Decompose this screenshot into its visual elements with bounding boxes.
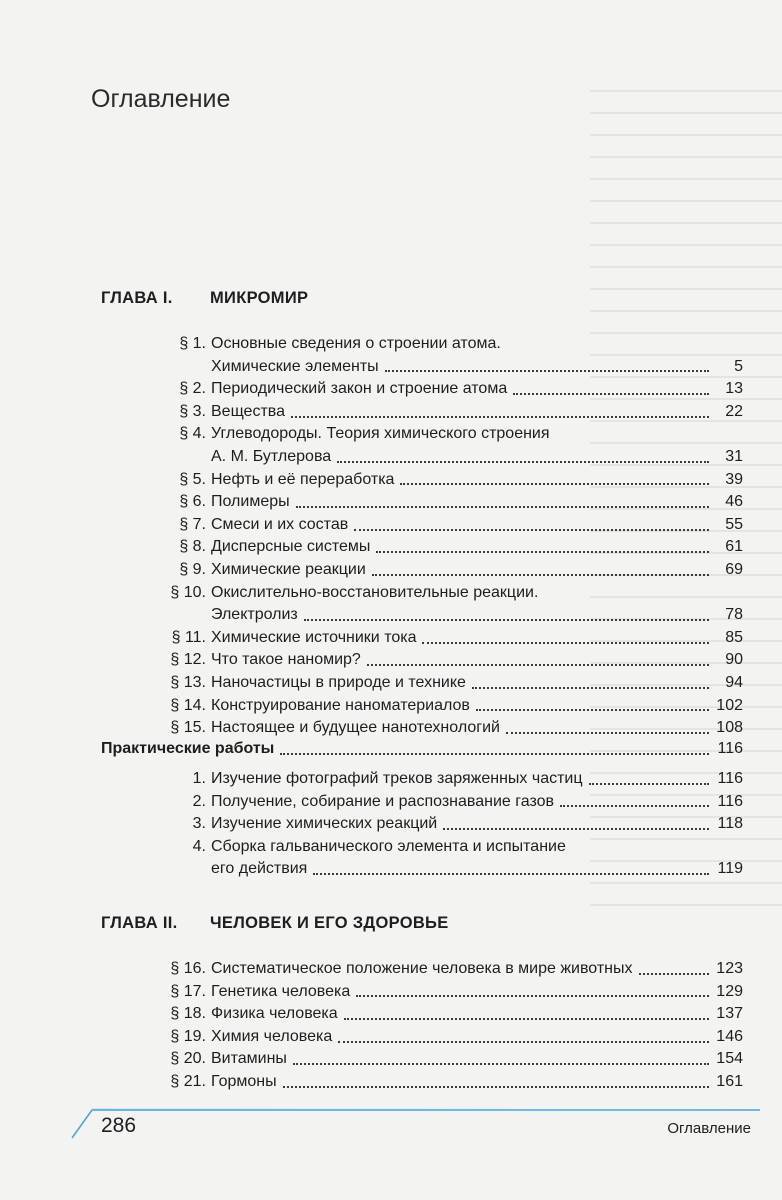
toc-entry[interactable] [101, 423, 743, 468]
entry-number: 2. [192, 792, 206, 810]
entry-page: 161 [716, 1072, 743, 1090]
page-number: 286 [101, 1114, 137, 1137]
entry-title: Смеси и их состав [211, 515, 349, 533]
toc-entry[interactable] [101, 469, 743, 492]
leader-dots [367, 663, 709, 666]
entry-page: 119 [717, 860, 743, 878]
entry-number: § 3. [179, 402, 206, 420]
leader-dots [560, 804, 709, 807]
entry-page: 129 [716, 982, 743, 1000]
toc-entry[interactable] [101, 1003, 743, 1026]
entry-title-line1: Углеводороды. Теория химического строения [211, 425, 550, 443]
entry-page: 102 [716, 696, 743, 714]
leader-dots [304, 618, 709, 621]
leader-dots [283, 1085, 709, 1088]
toc-entry[interactable] [101, 836, 743, 881]
leader-dots [476, 708, 709, 711]
entry-number: § 15. [170, 719, 206, 737]
leader-dots [472, 686, 709, 689]
entry-title: Генетика человека [211, 982, 351, 1000]
entry-page: 116 [717, 792, 743, 810]
toc-entry[interactable] [101, 514, 743, 537]
entry-number: § 13. [170, 673, 206, 691]
entry-page: 108 [716, 719, 743, 737]
toc-entry[interactable] [101, 1071, 743, 1094]
entry-title: Химические элементы [211, 357, 379, 375]
entry-title: Периодический закон и строение атома [211, 380, 508, 398]
entry-page: 5 [734, 357, 743, 375]
entry-title: Химические источники тока [211, 628, 417, 646]
practical-works-page: 116 [717, 740, 743, 757]
chapter-1-title: МИКРОМИР [210, 289, 309, 307]
entry-title: Физика человека [211, 1005, 338, 1023]
chapter-1-number: ГЛАВА I. [101, 289, 173, 307]
entry-number: § 20. [170, 1050, 206, 1068]
footer-accent-line [72, 1110, 760, 1138]
toc-entry[interactable] [101, 627, 743, 650]
entry-title: Вещества [211, 402, 285, 420]
leader-dots [422, 641, 709, 644]
toc-entry[interactable] [101, 401, 743, 424]
leader-dots [639, 972, 710, 975]
entry-page: 118 [717, 815, 743, 833]
entry-title: Химия человека [211, 1027, 333, 1045]
entry-number: § 6. [179, 493, 206, 511]
entry-title: Получение, собирание и распознавание газов [211, 792, 554, 810]
entry-number: § 5. [179, 470, 206, 488]
toc-entry[interactable] [101, 791, 743, 814]
toc-entry[interactable] [101, 1048, 743, 1071]
entry-page: 22 [725, 402, 743, 420]
leader-dots [400, 482, 709, 485]
entry-title: Изучение фотографий треков заряженных частиц [211, 770, 583, 787]
entry-number: 3. [192, 815, 206, 833]
entry-page: 61 [725, 538, 743, 556]
toc-entry[interactable] [101, 333, 743, 378]
entry-page: 116 [717, 770, 743, 787]
entry-page: 55 [725, 515, 743, 533]
entry-number: 1. [192, 770, 206, 787]
toc-entry[interactable] [101, 536, 743, 559]
entry-page: 39 [725, 470, 743, 488]
entry-page: 85 [725, 628, 743, 646]
leader-dots [296, 505, 709, 508]
entry-page: 13 [725, 380, 743, 398]
practical-works-toc [101, 768, 743, 881]
entry-page: 94 [725, 673, 743, 691]
entry-title: А. М. Бутлерова [211, 447, 332, 465]
leader-dots [506, 731, 709, 734]
toc-entry[interactable] [101, 695, 743, 718]
chapter-1-heading [101, 289, 308, 308]
leader-dots [356, 994, 709, 997]
practical-works-heading[interactable] [101, 740, 743, 758]
practical-works-title: Практические работы [101, 740, 275, 757]
leader-dots [443, 827, 709, 830]
entry-title: Настоящее и будущее нанотехнологий [211, 719, 500, 737]
toc-entry[interactable] [101, 378, 743, 401]
chapter-2-toc [101, 958, 743, 1094]
toc-entry[interactable] [101, 582, 743, 627]
page-title: Оглавление [91, 84, 231, 113]
entry-title: Конструирование наноматериалов [211, 696, 470, 714]
entry-title-line1: Сборка гальванического элемента и испытание [211, 837, 566, 855]
toc-entry[interactable] [101, 491, 743, 514]
entry-page: 154 [716, 1050, 743, 1068]
toc-entry[interactable] [101, 717, 743, 740]
entry-number: § 12. [170, 651, 206, 669]
entry-number: § 11. [171, 628, 206, 646]
entry-title: Электролиз [211, 606, 298, 624]
entry-page: 78 [725, 606, 743, 624]
entry-title: Систематическое положение человека в мире животных [211, 960, 633, 977]
leader-dots [293, 1062, 709, 1065]
toc-entry[interactable] [101, 768, 743, 791]
entry-number: § 18. [170, 1005, 206, 1023]
leader-dots [338, 1040, 709, 1043]
entry-page: 146 [716, 1027, 743, 1045]
chapter-2-title: ЧЕЛОВЕК И ЕГО ЗДОРОВЬЕ [210, 914, 449, 932]
entry-number: § 16. [170, 960, 206, 977]
chapter-2-number: ГЛАВА II. [101, 914, 178, 932]
toc-entry[interactable] [101, 981, 743, 1004]
toc-entry[interactable] [101, 649, 743, 672]
entry-number: § 10. [170, 583, 206, 601]
leader-dots [513, 392, 709, 395]
entry-title: Гормоны [211, 1072, 277, 1090]
entry-title-line1: Основные сведения о строении атома. [211, 335, 501, 352]
entry-title-line1: Окислительно-восстановительные реакции. [211, 583, 539, 601]
leader-dots [313, 872, 709, 875]
entry-page: 46 [725, 493, 743, 511]
entry-number: § 7. [179, 515, 206, 533]
entry-page: 69 [725, 560, 743, 578]
entry-number: § 19. [170, 1027, 206, 1045]
entry-number: § 1. [179, 335, 206, 352]
entry-title: Дисперсные системы [211, 538, 371, 556]
leader-dots [372, 573, 709, 576]
entry-number: § 9. [179, 560, 206, 578]
leader-dots [376, 550, 709, 553]
chapter-1-toc [101, 333, 743, 740]
entry-page: 137 [716, 1005, 743, 1023]
running-footer-title: Оглавление [667, 1120, 751, 1137]
leader-dots [589, 782, 709, 785]
entry-title: Нефть и её переработка [211, 470, 395, 488]
chapter-2-heading [101, 914, 449, 933]
toc-entry[interactable] [101, 958, 743, 981]
entry-title: Что такое наномир? [211, 651, 361, 669]
entry-page: 123 [716, 960, 743, 977]
entry-number: 4. [192, 837, 206, 855]
leader-dots [337, 460, 709, 463]
entry-number: § 2. [179, 380, 206, 398]
entry-title: Полимеры [211, 493, 290, 511]
entry-number: § 14. [170, 696, 206, 714]
leader-dots [385, 369, 709, 372]
entry-title: Химические реакции [211, 560, 366, 578]
entry-number: § 8. [179, 538, 206, 556]
entry-title: Изучение химических реакций [211, 815, 438, 833]
toc-entry[interactable] [101, 672, 743, 695]
leader-dots [354, 528, 709, 531]
entry-number: § 17. [170, 982, 206, 1000]
toc-entry[interactable] [101, 813, 743, 836]
leader-dots [291, 415, 709, 418]
entry-page: 31 [725, 447, 743, 465]
leader-dots [280, 752, 709, 755]
toc-entry[interactable] [101, 559, 743, 582]
entry-number: § 21. [170, 1072, 206, 1090]
leader-dots [344, 1017, 709, 1020]
entry-page: 90 [725, 651, 743, 669]
entry-title: Витамины [211, 1050, 287, 1068]
toc-entry[interactable] [101, 1026, 743, 1049]
entry-title: его действия [211, 860, 308, 878]
entry-title: Наночастицы в природе и технике [211, 673, 466, 691]
entry-number: § 4. [179, 425, 206, 443]
